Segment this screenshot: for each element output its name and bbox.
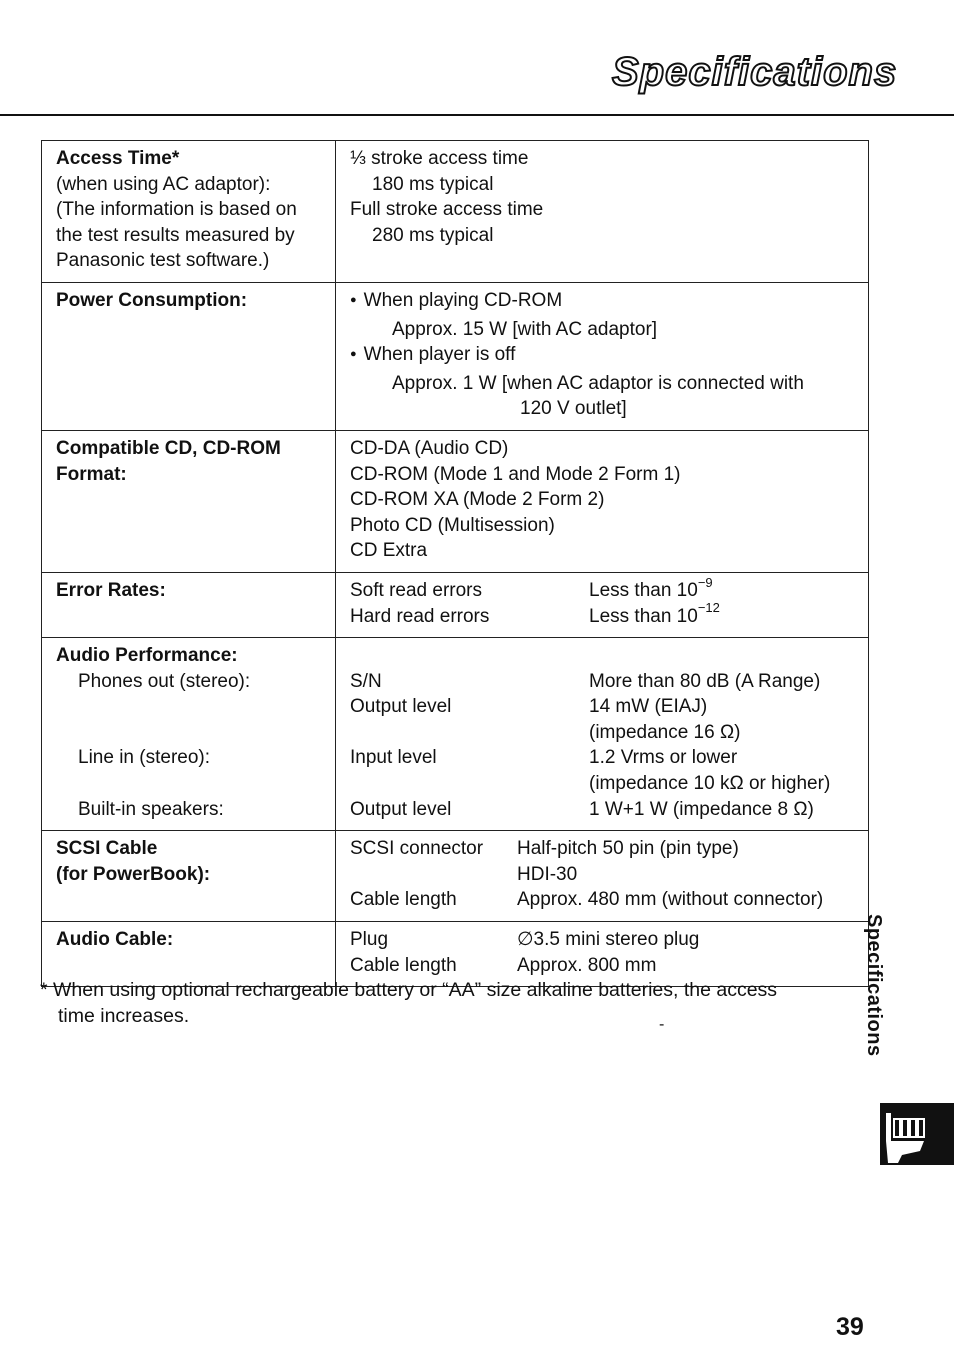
scsi-label-cell [42, 831, 336, 922]
power-consumption-label: Power Consumption: [56, 289, 248, 311]
error-values [336, 572, 869, 637]
page-title: Specifications [612, 50, 898, 94]
page-number: 39 [836, 1313, 864, 1341]
hard-read-exponent: −12 [697, 600, 720, 616]
input-level-label: Input level [350, 747, 437, 769]
soft-read-value [589, 574, 854, 604]
access-time-label [42, 141, 336, 283]
audio-cable-grid [350, 927, 854, 978]
scsi-connector-value: Half-pitch 50 pin (pin type) [517, 838, 739, 860]
table-row [42, 572, 869, 637]
audio-length-value: Approx. 800 mm [517, 954, 657, 976]
hard-read-label: Hard read errors [350, 605, 490, 627]
plug-value: ∅3.5 mini stereo plug [517, 929, 700, 951]
hand-pointer-icon [880, 1103, 954, 1165]
compat-label: Format: [56, 463, 127, 485]
soft-read-text: Less than 10 [589, 579, 698, 601]
access-time-note: the test results measured by [56, 224, 295, 246]
stray-mark: - [659, 1016, 665, 1033]
access-value: 180 ms typical [372, 173, 494, 195]
input-impedance: (impedance 10 kΩ or higher) [589, 773, 831, 795]
power-detail: Approx. 1 W [when AC adaptor is connected with [392, 372, 804, 394]
power-detail: 120 V outlet] [520, 398, 627, 420]
footnote [40, 977, 870, 1029]
access-time-note: (The information is based on [56, 199, 297, 221]
audio-length-label: Cable length [350, 954, 457, 976]
audio-grid [350, 669, 854, 823]
plug-label: Plug [350, 929, 389, 951]
footnote-line: * When using optional rechargeable battery or “AA” size alkaline batteries, the access [40, 979, 778, 1001]
side-tab [863, 914, 903, 1074]
access-value: Full stroke access time [350, 199, 544, 221]
speaker-output-value: 1 W+1 W (impedance 8 Ω) [589, 798, 814, 820]
compat-value: CD-DA (Audio CD) [350, 437, 509, 459]
scsi-cable-label: SCSI Cable [56, 838, 158, 860]
access-time-note: (when using AC adaptor): [56, 173, 271, 195]
error-label-cell [42, 572, 336, 637]
speaker-output-label: Output level [350, 798, 452, 820]
compat-value: CD-ROM (Mode 1 and Mode 2 Form 1) [350, 463, 681, 485]
audio-cable-label: Audio Cable: [56, 929, 174, 951]
output-impedance: (impedance 16 Ω) [589, 721, 741, 743]
hand-pointer-graphic [880, 1103, 954, 1165]
table-row [42, 831, 869, 922]
access-time-values [336, 141, 869, 283]
power-bullet: ● When player is off [350, 342, 854, 371]
scsi-cable-sublabel: (for PowerBook): [56, 863, 211, 885]
compat-value: Photo CD (Multisession) [350, 514, 555, 536]
scsi-values [336, 831, 869, 922]
sn-label: S/N [350, 670, 382, 692]
soft-read-label: Soft read errors [350, 579, 482, 601]
audio-values [336, 638, 869, 831]
table-row [42, 141, 869, 283]
hard-read-text: Less than 10 [589, 605, 698, 627]
table-row [42, 638, 869, 831]
input-level-value: 1.2 Vrms or lower [589, 747, 738, 769]
access-time-note: Panasonic test software.) [56, 250, 270, 272]
compat-value: CD-ROM XA (Mode 2 Form 2) [350, 489, 605, 511]
scsi-length-value: Approx. 480 mm (without connector) [517, 889, 824, 911]
power-label-cell [42, 282, 336, 430]
power-values [336, 282, 869, 430]
compat-label-cell [42, 430, 336, 572]
audio-performance-label: Audio Performance: [56, 645, 238, 667]
hard-read-value [589, 600, 854, 630]
side-tab-label: Specifications [863, 914, 885, 1057]
power-bullet: ● When playing CD-ROM [350, 288, 854, 317]
audio-label-cell [42, 638, 336, 831]
compat-label: Compatible CD, CD-ROM [56, 437, 281, 459]
access-time-heading: Access Time* [56, 148, 180, 169]
error-grid [350, 574, 854, 629]
scsi-connector-label: SCSI connector [350, 838, 484, 860]
access-value: 280 ms typical [372, 224, 494, 246]
footnote-line: time increases. [58, 1005, 190, 1027]
compat-values [336, 430, 869, 572]
speakers-label: Built-in speakers: [78, 798, 224, 820]
access-value: ⅓ stroke access time [350, 148, 529, 169]
table-row [42, 282, 869, 430]
power-detail: Approx. 15 W [with AC adaptor] [392, 318, 658, 340]
table-row [42, 430, 869, 572]
scsi-grid [350, 836, 854, 913]
output-level-label: Output level [350, 696, 452, 718]
specifications-table [41, 140, 869, 987]
output-level-value: 14 mW (EIAJ) [589, 696, 708, 718]
header-rule [0, 114, 954, 116]
compat-value: CD Extra [350, 540, 428, 562]
sn-value: More than 80 dB (A Range) [589, 670, 821, 692]
soft-read-exponent: −9 [697, 574, 713, 590]
error-rates-label: Error Rates: [56, 579, 166, 601]
scsi-length-label: Cable length [350, 889, 457, 911]
phones-out-label: Phones out (stereo): [78, 670, 251, 692]
line-in-label: Line in (stereo): [78, 747, 211, 769]
scsi-connector-value2: HDI-30 [517, 863, 578, 885]
